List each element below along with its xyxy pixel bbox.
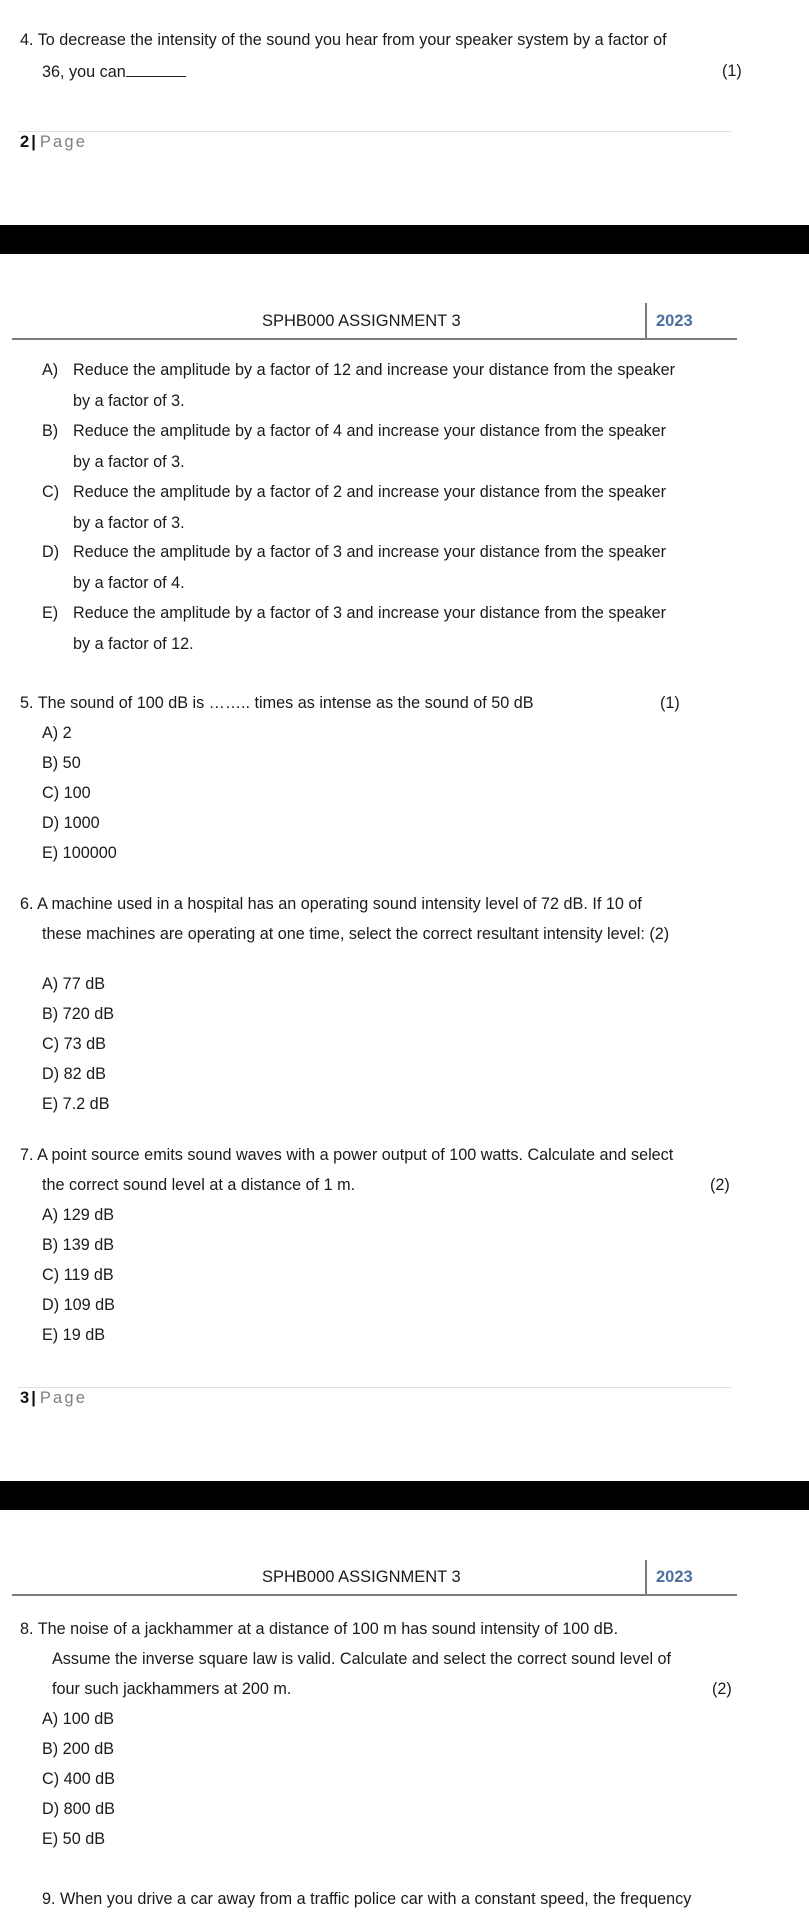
page-separator: |: [31, 1389, 36, 1407]
option-text: A) 2: [42, 724, 72, 742]
answer-blank: [126, 62, 186, 77]
option-text: Reduce the amplitude by a factor of 4 and increase your distance from the speaker: [73, 422, 666, 440]
header-rule: [12, 1594, 737, 1596]
page-break-bar: [0, 1481, 809, 1510]
header-divider: [645, 1560, 647, 1596]
option-text: A) 77 dB: [42, 975, 105, 993]
header-title: SPHB000 ASSIGNMENT 3: [262, 1568, 461, 1586]
page-separator: |: [31, 133, 36, 151]
option-text: E) 7.2 dB: [42, 1095, 110, 1113]
page-number: 2: [20, 133, 30, 151]
option-text: D) 1000: [42, 814, 100, 832]
option-letter: C): [42, 483, 60, 501]
option-text: C) 400 dB: [42, 1770, 115, 1788]
header-divider: [645, 303, 647, 339]
option-text: B) 139 dB: [42, 1236, 114, 1254]
q7-stem-line2: the correct sound level at a distance of 1 m.: [42, 1176, 356, 1194]
q5-stem: 5. The sound of 100 dB is …….. times as intense as the sound of 50 dB: [20, 694, 534, 712]
q9-stem-line1: 9. When you drive a car away from a traffic police car with a constant speed, the frequency: [42, 1890, 692, 1908]
q8-marks: (2): [712, 1680, 732, 1698]
header-year: 2023: [656, 312, 693, 330]
option-text: by a factor of 3.: [73, 392, 185, 410]
option-text: A) 100 dB: [42, 1710, 114, 1728]
option-text: C) 119 dB: [42, 1266, 114, 1284]
page-footer: [20, 1389, 87, 1408]
option-text: Reduce the amplitude by a factor of 3 and increase your distance from the speaker: [73, 543, 666, 561]
header-title: SPHB000 ASSIGNMENT 3: [262, 312, 461, 330]
page-number: 3: [20, 1389, 30, 1407]
option-text: by a factor of 4.: [73, 574, 185, 592]
q4-stem-line2: [42, 62, 186, 82]
option-text: E) 100000: [42, 844, 117, 862]
page-label: Page: [39, 1389, 88, 1407]
option-text: B) 200 dB: [42, 1740, 114, 1758]
q7-marks: (2): [710, 1176, 730, 1194]
q4-stem-line1: 4. To decrease the intensity of the sound you hear from your speaker system by a factor of: [20, 31, 667, 49]
q8-stem-line2: Assume the inverse square law is valid. Calculate and select the correct sound level of: [52, 1650, 672, 1668]
option-text: D) 800 dB: [42, 1800, 115, 1818]
option-text: by a factor of 12.: [73, 635, 194, 653]
q7-stem-line1: 7. A point source emits sound waves with a power output of 100 watts. Calculate and select: [20, 1146, 674, 1164]
q5-marks: (1): [660, 694, 680, 712]
q6-stem-line2: these machines are operating at one time, select the correct resultant intensity level: (2): [42, 925, 670, 943]
option-text: B) 720 dB: [42, 1005, 114, 1023]
page-break-bar: [0, 225, 809, 254]
option-text: D) 109 dB: [42, 1296, 115, 1314]
option-text: D) 82 dB: [42, 1065, 106, 1083]
option-text: B) 50: [42, 754, 81, 772]
q6-stem-line1: 6. A machine used in a hospital has an operating sound intensity level of 72 dB. If 10 of: [20, 895, 642, 913]
header-rule: [12, 338, 737, 340]
q8-stem-line1: 8. The noise of a jackhammer at a distance of 100 m has sound intensity of 100 dB.: [20, 1620, 619, 1638]
header-year: 2023: [656, 1568, 693, 1586]
footer-divider: [18, 131, 731, 132]
option-text: A) 129 dB: [42, 1206, 114, 1224]
option-letter: D): [42, 543, 60, 561]
footer-divider: [18, 1387, 731, 1388]
option-text: E) 19 dB: [42, 1326, 105, 1344]
page-footer: [20, 133, 87, 152]
q8-stem-line3: four such jackhammers at 200 m.: [52, 1680, 292, 1698]
page-label: Page: [39, 133, 88, 151]
option-text: by a factor of 3.: [73, 453, 185, 471]
option-letter: A): [42, 361, 59, 379]
option-text: E) 50 dB: [42, 1830, 105, 1848]
option-text: C) 73 dB: [42, 1035, 106, 1053]
option-text: Reduce the amplitude by a factor of 3 and increase your distance from the speaker: [73, 604, 666, 622]
option-letter: B): [42, 422, 59, 440]
option-text: C) 100: [42, 784, 91, 802]
option-text: Reduce the amplitude by a factor of 12 and increase your distance from the speaker: [73, 361, 675, 379]
option-letter: E): [42, 604, 59, 622]
option-text: by a factor of 3.: [73, 514, 185, 532]
q4-marks: (1): [722, 62, 742, 80]
q4-stem-text: 36, you can: [42, 63, 126, 81]
option-text: Reduce the amplitude by a factor of 2 and increase your distance from the speaker: [73, 483, 666, 501]
